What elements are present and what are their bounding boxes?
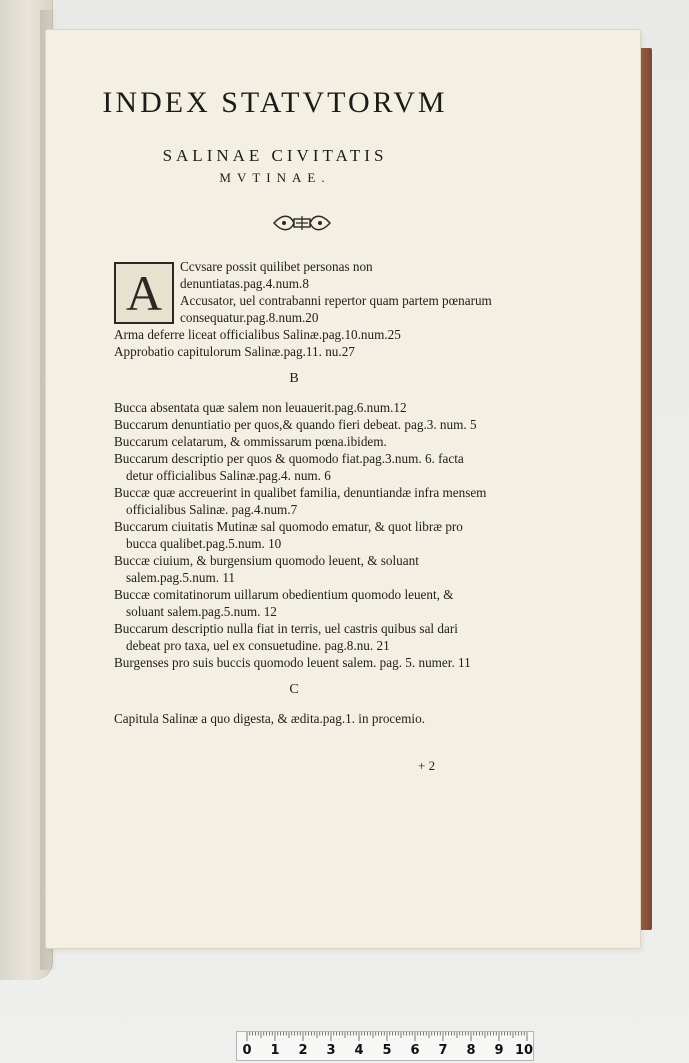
ruler-label: 2 [298,1043,308,1058]
index-entry: Capitula Salinæ a quo digesta, & ædita.pag.1. in procemio. [114,711,425,726]
ruler-ticks [243,1032,529,1042]
scale-ruler [236,1031,534,1061]
index-entry: Buccæ ciuium, & burgensium quomodo leuent, & soluant salem.pag.5.num. 11 [114,553,419,585]
dropcap-letter: A [125,265,163,321]
page-city: MVTINAE. [219,170,331,185]
ruler-label: 0 [242,1043,252,1058]
index-entry: Bucca absentata quæ salem non leuauerit.pag.6.num.12 [114,400,407,415]
ruler-label: 4 [354,1043,364,1058]
index-entry: Buccarum ciuitatis Mutinæ sal quomodo ematur, & quot libræ pro bucca qualibet.pag.5.num. 10 [114,519,463,551]
index-entry: Arma deferre liceat officialibus Salinæ.pag.10.num.25 [114,327,401,342]
ruler-label: 8 [466,1043,476,1058]
index-entries [114,258,494,727]
index-entry: Accusator, uel contrabanni repertor quam partem pœnarum consequatur.pag.8.num.20 [180,293,492,325]
index-entry: Buccarum descriptio nulla fiat in terris, uel castris quibus sal dari debeat pro taxa, uel ex consuetudine. pag.8.nu. 21 [114,621,458,653]
ruler-label: 6 [410,1043,420,1058]
index-entry: Buccæ comitatinorum uillarum obedientium quomodo leuent, & soluant salem.pag.5.num. 12 [114,587,454,619]
page-subtitle: SALINAE CIVITATIS [162,146,388,165]
index-entry: Ccvsare possit quilibet personas non denuntiatas.pag.4.num.8 [180,259,373,291]
ruler-label: 3 [326,1043,336,1058]
section-letter-b: B [289,371,299,386]
signature-mark: + 2 [418,758,436,773]
section-letter-c: C [289,682,299,697]
ruler-label: 7 [438,1043,448,1058]
page-title: INDEX STATVTORVM [102,86,448,119]
index-entry: Buccarum celatarum, & ommissarum pœna.ibidem. [114,434,387,449]
index-entry: Burgenses pro suis buccis quomodo leuent salem. pag. 5. numer. 11 [114,655,471,670]
ruler-label: 9 [494,1043,504,1058]
ruler-label: 1 [270,1043,280,1058]
index-entry: Approbatio capitulorum Salinæ.pag.11. nu.27 [114,344,355,359]
index-entry: Buccarum denuntiatio per quos,& quando fieri debeat. pag.3. num. 5 [114,417,477,432]
index-entry: Buccarum descriptio per quos & quomodo fiat.pag.3.num. 6. facta detur officialibus Salinæ.pag.4. num. 6 [114,451,464,483]
ornament-icon [272,212,332,234]
index-entry: Buccæ quæ accreuerint in qualibet familia, denuntiandæ infra mensem officialibus Salinæ. pag.4.num.7 [114,485,487,517]
dropcap-woodcut [114,262,174,324]
ruler-label: 5 [382,1043,392,1058]
ruler-label: 10 [514,1043,534,1058]
